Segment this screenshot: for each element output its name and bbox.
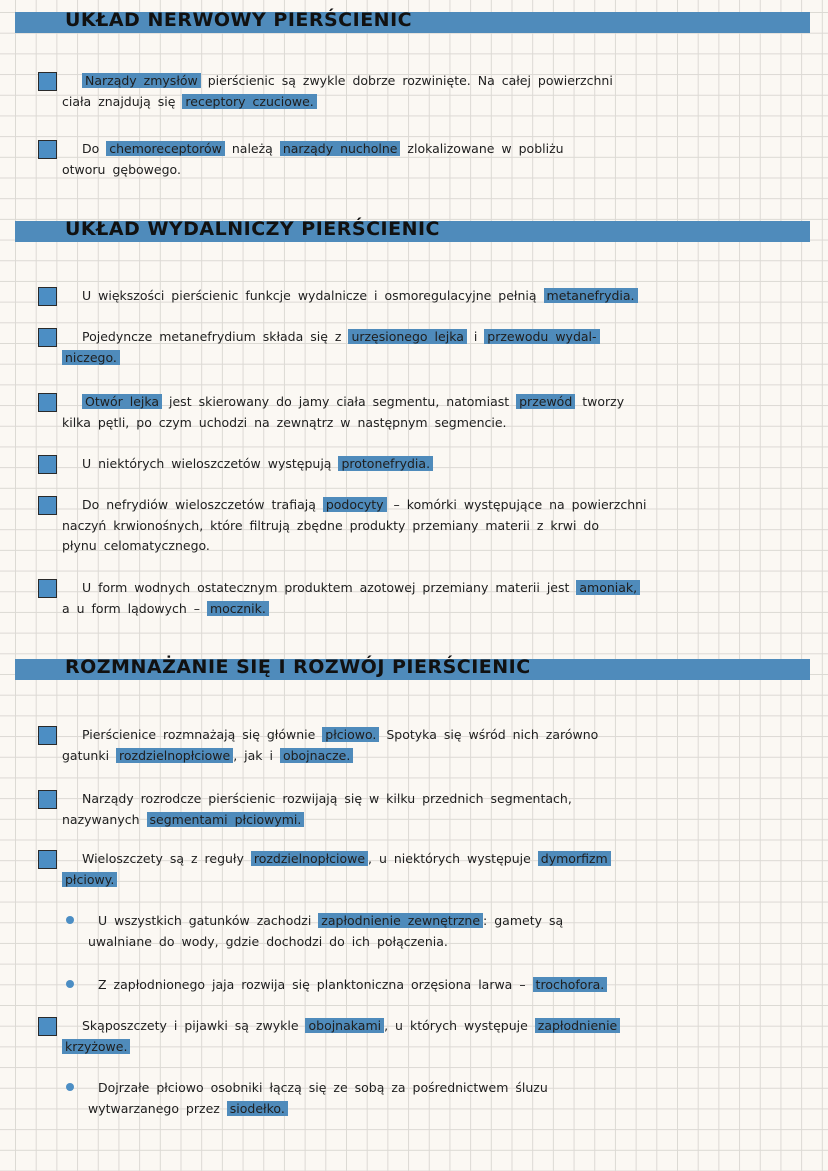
section-heading-excretory-system [15, 218, 810, 242]
bullet-dot-icon [66, 916, 74, 924]
note-line [82, 1017, 620, 1034]
highlighted-term: niczego. [62, 350, 120, 365]
note-line [62, 811, 304, 828]
highlighted-term: chemoreceptorów [106, 141, 225, 156]
checkbox-square-icon [38, 1017, 57, 1036]
highlighted-term: Otwór lejka [82, 394, 162, 409]
note-text: U niektórych wieloszczetów występują [82, 456, 339, 471]
note-text: , u których występuje [384, 1018, 535, 1033]
note-text: Wieloszczety są z reguły [82, 851, 251, 866]
note-line [82, 790, 572, 807]
highlighted-term: krzyżowe. [62, 1039, 130, 1054]
note-text: , u niektórych występuje [368, 851, 538, 866]
highlighted-term: obojnakami [305, 1018, 384, 1033]
note-text: Skąposzczety i pijawki są zwykle [82, 1018, 306, 1033]
note-text: jest skierowany do jamy ciała segmentu, natomiast [162, 394, 517, 409]
note-text: Pojedyncze metanefrydium składa się z [82, 329, 349, 344]
note-line [62, 1038, 130, 1055]
checkbox-square-icon [38, 72, 57, 91]
note-text: pierścienic są zwykle dobrze rozwinięte. Na całej powierzchni [200, 73, 613, 88]
highlighted-term: przewodu wydal- [484, 329, 599, 344]
note-text: U form wodnych ostatecznym produktem azotowej przemiany materii jest [82, 580, 577, 595]
checkbox-square-icon [38, 726, 57, 745]
note-line [98, 1079, 548, 1096]
note-line [88, 1100, 288, 1117]
checkbox-square-icon [38, 140, 57, 159]
note-line [62, 161, 181, 178]
note-line [82, 72, 613, 89]
highlighted-term: obojnacze. [280, 748, 353, 763]
highlighted-term: Narządy zmysłów [82, 73, 201, 88]
note-text: należą [224, 141, 280, 156]
note-text: naczyń krwionośnych, które filtrują zbędne produkty przemiany materii z krwi do [62, 517, 600, 533]
note-text: a u form lądowych – [62, 600, 207, 616]
note-line [82, 726, 598, 743]
highlighted-term: rozdzielnopłciowe [116, 748, 233, 763]
highlighted-term: urzęsionego lejka [348, 329, 466, 344]
highlighted-term: narządy nucholne [280, 141, 401, 156]
note-text: : gamety są [483, 913, 564, 928]
heading-text: UKŁAD NERWOWY PIERŚCIENIC [65, 9, 413, 31]
note-text: płynu celomatycznego. [62, 538, 210, 554]
highlighted-term: protonefrydia. [338, 456, 433, 471]
checkbox-square-icon [38, 455, 57, 474]
heading-text: UKŁAD WYDALNICZY PIERŚCIENIC [65, 218, 440, 240]
note-text: Spotyka się wśród nich zarówno [379, 727, 599, 742]
note-text: Z zapłodnionego jaja rozwija się planktoniczna orzęsiona larwa – [98, 977, 533, 992]
note-line [82, 850, 611, 867]
highlighted-term: siodełko. [227, 1101, 288, 1116]
checkbox-square-icon [38, 790, 57, 809]
highlighted-term: receptory czuciowe. [182, 94, 316, 109]
bullet-dot-icon [66, 980, 74, 988]
note-text: kilka pętli, po czym uchodzi na zewnątrz w następnym segmencie. [62, 414, 507, 430]
note-line [82, 393, 624, 410]
note-text: nazywanych [62, 811, 147, 827]
highlighted-term: rozdzielnopłciowe [251, 851, 368, 866]
note-text: – komórki występujące na powierzchni [386, 497, 647, 512]
note-text: tworzy [575, 394, 625, 409]
checkbox-square-icon [38, 328, 57, 347]
note-text: U wszystkich gatunków zachodzi [98, 913, 319, 928]
note-text: Do [82, 141, 107, 156]
note-line [82, 455, 433, 472]
note-line [62, 414, 507, 431]
note-text: Dojrzałe płciowo osobniki łączą się ze sobą za pośrednictwem śluzu [98, 1080, 548, 1095]
section-heading-reproduction [15, 656, 810, 680]
note-text: otworu gębowego. [62, 161, 181, 177]
highlighted-term: trochofora. [533, 977, 608, 992]
note-text: Pierścienice rozmnażają się głównie [82, 727, 323, 742]
note-line [98, 912, 563, 929]
note-line [82, 287, 638, 304]
note-text: Narządy rozrodcze pierścienic rozwijają się w kilku przednich segmentach, [82, 791, 572, 806]
note-line [62, 871, 117, 888]
note-text: i [466, 329, 485, 344]
note-line [88, 933, 448, 950]
highlighted-term: płciowo. [322, 727, 379, 742]
highlighted-term: mocznik. [207, 601, 269, 616]
note-line [62, 537, 210, 554]
note-line [82, 328, 600, 345]
note-text: zlokalizowane w pobliżu [400, 141, 564, 156]
highlighted-term: zapłodnienie zewnętrzne [318, 913, 483, 928]
note-line [62, 517, 599, 534]
checkbox-square-icon [38, 496, 57, 515]
note-text: U większości pierścienic funkcje wydalnicze i osmoregulacyjne pełnią [82, 288, 544, 303]
highlighted-term: metanefrydia. [544, 288, 638, 303]
note-line [62, 747, 353, 764]
note-text: ciała znajdują się [62, 93, 183, 109]
checkbox-square-icon [38, 393, 57, 412]
checkbox-square-icon [38, 287, 57, 306]
checkbox-square-icon [38, 850, 57, 869]
highlighted-term: podocyty [323, 497, 387, 512]
note-line [82, 579, 640, 596]
note-text: , jak i [233, 747, 280, 763]
highlighted-term: amoniak, [576, 580, 640, 595]
note-line [82, 140, 564, 157]
note-line [82, 496, 647, 513]
highlighted-term: przewód [516, 394, 575, 409]
note-text: Do nefrydiów wieloszczetów trafiają [82, 497, 323, 512]
section-heading-nervous-system [15, 9, 810, 33]
note-line [62, 349, 120, 366]
note-line [62, 93, 317, 110]
checkbox-square-icon [38, 579, 57, 598]
note-line [62, 600, 269, 617]
note-text: wytwarzanego przez [88, 1100, 227, 1116]
note-line [98, 976, 607, 993]
highlighted-term: zapłodnienie [535, 1018, 620, 1033]
highlighted-term: segmentami płciowymi. [147, 812, 305, 827]
note-text: uwalniane do wody, gdzie dochodzi do ich połączenia. [88, 933, 448, 949]
bullet-dot-icon [66, 1083, 74, 1091]
highlighted-term: dymorfizm [538, 851, 611, 866]
highlighted-term: płciowy. [62, 872, 117, 887]
note-text: gatunki [62, 747, 117, 763]
heading-text: ROZMNAŻANIE SIĘ I ROZWÓJ PIERŚCIENIC [65, 656, 531, 678]
